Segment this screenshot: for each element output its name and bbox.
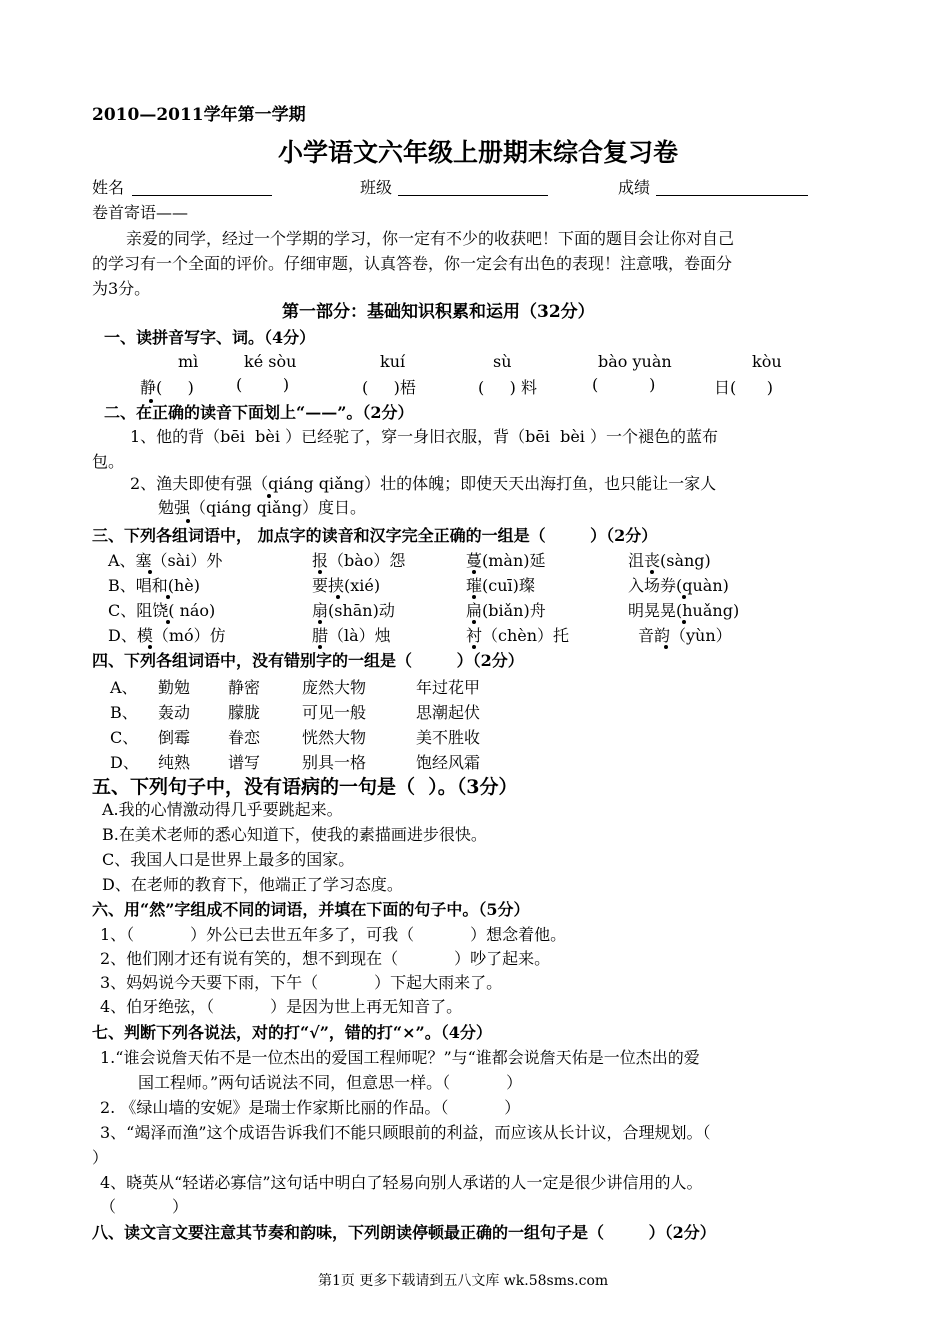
class-label: 班级 bbox=[360, 178, 393, 197]
intro-line: 亲爱的同学，经过一个学期的学习，你一定有不少的收获吧！下面的题目会让你对自己 bbox=[126, 229, 735, 248]
answer-blank[interactable]: ( )梧 bbox=[362, 378, 416, 397]
option-letter: C、 bbox=[110, 728, 139, 747]
judge-line: 4、晓英从“轻诺必寡信”这句话中明白了轻易向别人承诺的人一定是很少讲信用的人。 bbox=[100, 1173, 703, 1192]
question-line: 勉强（qiáng qiǎng）度日。 bbox=[158, 498, 366, 517]
option-word: 倒霉 bbox=[158, 728, 191, 747]
judge-line[interactable]: 3、“竭泽而渔”这个成语告诉我们不能只顾眼前的利益，而应该从长计议，合理规划。（ bbox=[100, 1123, 711, 1142]
answer-blank[interactable]: ( ) 料 bbox=[478, 378, 538, 397]
emphasis-dot bbox=[318, 645, 322, 649]
option-word: 眷恋 bbox=[228, 728, 261, 747]
option-word: 勤勉 bbox=[158, 678, 191, 697]
option-word: 可见一般 bbox=[302, 703, 367, 722]
option-cell: 入场券(quàn) bbox=[628, 576, 729, 595]
judge-line[interactable]: （ ） bbox=[100, 1197, 188, 1216]
score-label: 成绩 bbox=[618, 178, 651, 197]
fill-line[interactable]: 1、（ ）外公已去世五年多了，可我（ ）想念着他。 bbox=[100, 925, 567, 944]
emphasis-dot bbox=[682, 620, 686, 624]
option-line: C、我国人口是世界上最多的国家。 bbox=[102, 850, 355, 869]
question-line: 2、渔夫即使有强（qiáng qiǎng）壮的体魄；即使天天出海打鱼，也只能让一家人 bbox=[130, 474, 717, 493]
emphasis-dot bbox=[650, 570, 654, 574]
option-line: D、在老师的教育下，他端正了学习态度。 bbox=[102, 875, 403, 894]
pinyin: sù bbox=[493, 352, 512, 371]
question-title: 六、用“然”字组成不同的词语，并填在下面的句子中。（5分） bbox=[92, 900, 530, 919]
pinyin: bào yuàn bbox=[598, 352, 672, 371]
emphasis-dot bbox=[336, 595, 340, 599]
option-cell: 衬（chèn）托 bbox=[466, 626, 570, 645]
answer-blank[interactable]: ( ) bbox=[592, 375, 656, 394]
option-cell: 腊（là）烛 bbox=[312, 626, 391, 645]
emphasis-dot bbox=[682, 595, 686, 599]
judge-line: ） bbox=[92, 1148, 109, 1167]
option-word: 朦胧 bbox=[228, 703, 261, 722]
emphasis-dot bbox=[149, 399, 153, 403]
option-cell: 报（bào）怨 bbox=[312, 551, 406, 570]
option-word: 别具一格 bbox=[302, 753, 367, 772]
intro-line: 的学习有一个全面的评价。仔细审题，认真答卷，你一定会有出色的表现！注意哦，卷面分 bbox=[92, 254, 733, 273]
option-cell: 要挟(xié) bbox=[312, 576, 381, 595]
option-line: A.我的心情激动得几乎要跳起来。 bbox=[102, 800, 343, 819]
option-cell: 明晃晃(huǎng) bbox=[628, 601, 740, 620]
emphasis-dot bbox=[267, 494, 271, 498]
score-blank[interactable] bbox=[656, 195, 808, 196]
pinyin: kòu bbox=[752, 352, 782, 371]
emphasis-dot bbox=[318, 620, 322, 624]
emphasis-dot bbox=[148, 645, 152, 649]
question-title: 八、读文言文要注意其节奏和韵味，下列朗读停顿最正确的一组句子是（ ）（2分） bbox=[92, 1223, 716, 1242]
pinyin: kuí bbox=[380, 352, 406, 371]
option-cell: 蔓(màn)延 bbox=[466, 551, 546, 570]
option-cell: 沮丧(sàng) bbox=[628, 551, 711, 570]
option-cell: B、唱和(hè) bbox=[108, 576, 201, 595]
option-letter: D、 bbox=[110, 753, 139, 772]
emphasis-dot bbox=[148, 570, 152, 574]
judge-line[interactable]: 国工程师。”两句话说法不同，但意思一样。（ ） bbox=[138, 1073, 523, 1092]
question-title: 二、在正确的读音下面划上“——”。（2分） bbox=[104, 403, 414, 422]
question-line: 1、他的背（bēi bèi ）已经驼了，穿一身旧衣服，背（bēi bèi ）一个褪色的蓝布 bbox=[130, 427, 719, 446]
option-word: 静密 bbox=[228, 678, 261, 697]
name-label: 姓名 bbox=[92, 178, 125, 197]
question-title: 一、读拼音写字、词。（4分） bbox=[104, 328, 316, 347]
intro-line: 为3分。 bbox=[92, 279, 151, 298]
emphasis-dot bbox=[166, 595, 170, 599]
option-word: 美不胜收 bbox=[416, 728, 481, 747]
option-word: 庞然大物 bbox=[302, 678, 367, 697]
option-cell: 扁(biǎn)舟 bbox=[466, 601, 546, 620]
option-word: 饱经风霜 bbox=[416, 753, 481, 772]
option-word: 恍然大物 bbox=[302, 728, 367, 747]
option-word: 思潮起伏 bbox=[416, 703, 481, 722]
emphasis-dot bbox=[472, 645, 476, 649]
option-cell: 璀(cuī)璨 bbox=[466, 576, 535, 595]
emphasis-dot bbox=[472, 595, 476, 599]
option-cell: C、阻饶( náo) bbox=[108, 601, 216, 620]
emphasis-dot bbox=[186, 519, 190, 523]
answer-blank[interactable]: ( ) bbox=[236, 375, 290, 394]
emphasis-dot bbox=[472, 570, 476, 574]
option-letter: A、 bbox=[110, 678, 138, 697]
fill-line[interactable]: 3、妈妈说今天要下雨，下午（ ）下起大雨来了。 bbox=[100, 973, 503, 992]
question-title: 七、判断下列各说法，对的打“√”，错的打“×”。（4分） bbox=[92, 1023, 492, 1042]
question-title: 四、下列各组词语中，没有错别字的一组是（ ）（2分） bbox=[92, 651, 524, 670]
option-cell: D、模（mó）仿 bbox=[108, 626, 226, 645]
name-blank[interactable] bbox=[132, 195, 272, 196]
answer-blank[interactable]: 日( ) bbox=[714, 378, 774, 397]
pinyin: mì bbox=[178, 352, 199, 371]
option-letter: B、 bbox=[110, 703, 138, 722]
emphasis-dot bbox=[166, 620, 170, 624]
option-cell: A、塞（sài）外 bbox=[108, 551, 223, 570]
page-footer: 第1页 更多下载请到五八文库 wk.58sms.com bbox=[318, 1273, 609, 1289]
pinyin: ké sòu bbox=[244, 352, 297, 371]
option-word: 纯熟 bbox=[158, 753, 191, 772]
term-label: 2010—2011学年第一学期 bbox=[92, 105, 306, 125]
option-cell: 音韵（yùn） bbox=[638, 626, 732, 645]
part-title: 第一部分：基础知识积累和运用（32分） bbox=[282, 302, 595, 322]
judge-line: 1.“谁会说詹天佑不是一位杰出的爱国工程师呢？”与“谁都会说詹天佑是一位杰出的爱 bbox=[100, 1048, 700, 1067]
answer-blank[interactable]: 静( ) bbox=[140, 378, 194, 397]
option-cell: 扇(shān)动 bbox=[312, 601, 395, 620]
emphasis-dot bbox=[664, 645, 668, 649]
intro-title: 卷首寄语—— bbox=[92, 203, 189, 222]
option-word: 谱写 bbox=[228, 753, 261, 772]
judge-line[interactable]: 2. 《绿山墙的安妮》是瑞士作家斯比丽的作品。（ ） bbox=[100, 1098, 521, 1117]
class-blank[interactable] bbox=[398, 195, 548, 196]
question-line: 包。 bbox=[92, 452, 125, 471]
emphasis-dot bbox=[472, 620, 476, 624]
question-title: 三、下列各组词语中， 加点字的读音和汉字完全正确的一组是（ ）（2分） bbox=[92, 526, 658, 545]
emphasis-dot bbox=[318, 570, 322, 574]
option-word: 轰动 bbox=[158, 703, 191, 722]
option-line: B.在美术老师的悉心知道下，使我的素描画进步很快。 bbox=[102, 825, 487, 844]
option-word: 年过花甲 bbox=[416, 678, 481, 697]
fill-line[interactable]: 2、他们刚才还有说有笑的，想不到现在（ ）吵了起来。 bbox=[100, 949, 551, 968]
fill-line[interactable]: 4、伯牙绝弦，（ ）是因为世上再无知音了。 bbox=[100, 997, 463, 1016]
question-title: 五、下列句子中，没有语病的一句是（ ）。（3分） bbox=[92, 776, 518, 798]
page-title: 小学语文六年级上册期末综合复习卷 bbox=[278, 138, 679, 167]
